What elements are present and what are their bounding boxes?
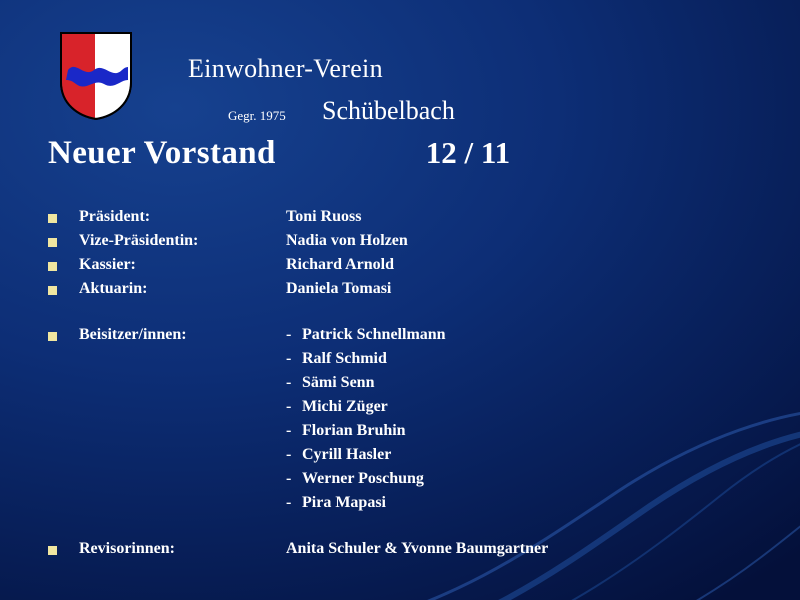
committee-member-name: Florian Bruhin bbox=[302, 422, 406, 439]
square-bullet-icon bbox=[48, 238, 57, 247]
list-item bbox=[48, 398, 768, 422]
auditors-label: Revisorinnen: bbox=[79, 540, 175, 557]
square-bullet-icon bbox=[48, 356, 57, 365]
list-item bbox=[48, 446, 768, 470]
slide-header bbox=[0, 18, 800, 125]
dash-marker: - bbox=[286, 494, 292, 511]
committee-member bbox=[286, 350, 387, 368]
founded-year: Gegr. 1975 bbox=[228, 108, 286, 123]
dash-marker: - bbox=[286, 350, 292, 367]
dash-marker: - bbox=[286, 374, 292, 391]
dash-marker: - bbox=[286, 446, 292, 463]
committee-member-name: Ralf Schmid bbox=[302, 350, 387, 367]
committee-member bbox=[286, 422, 406, 440]
committee-member-name: Werner Poschung bbox=[302, 470, 424, 487]
square-bullet-icon bbox=[48, 452, 57, 461]
role-value: Daniela Tomasi bbox=[286, 280, 392, 297]
committee-label: Beisitzer/innen: bbox=[79, 326, 187, 343]
committee-member bbox=[286, 374, 374, 392]
auditors-value: Anita Schuler & Yvonne Baumgartner bbox=[286, 540, 549, 557]
role-label: Kassier: bbox=[79, 256, 136, 273]
committee-member bbox=[286, 470, 424, 488]
committee-member-name: Sämi Senn bbox=[302, 374, 375, 391]
list-item bbox=[48, 350, 768, 374]
role-value: Nadia von Holzen bbox=[286, 232, 408, 249]
committee-member-name: Patrick Schnellmann bbox=[302, 326, 446, 343]
square-bullet-icon bbox=[48, 476, 57, 485]
square-bullet-icon bbox=[48, 404, 57, 413]
board-list bbox=[48, 208, 768, 564]
square-bullet-icon bbox=[48, 332, 57, 341]
list-item bbox=[48, 422, 768, 446]
dash-marker: - bbox=[286, 470, 292, 487]
list-item bbox=[48, 208, 768, 232]
list-item bbox=[48, 494, 768, 518]
square-bullet-icon bbox=[48, 380, 57, 389]
committee-member-name: Cyrill Hasler bbox=[302, 446, 392, 463]
role-label: Vize-Präsidentin: bbox=[79, 232, 199, 249]
organization-name-line1: Einwohner-Verein bbox=[188, 54, 383, 83]
committee-member-name: Pira Mapasi bbox=[302, 494, 386, 511]
list-item bbox=[48, 280, 768, 304]
dash-marker: - bbox=[286, 326, 292, 343]
spacer bbox=[48, 304, 768, 326]
list-item bbox=[48, 374, 768, 398]
committee-member bbox=[286, 494, 386, 512]
list-item bbox=[48, 326, 768, 350]
dash-marker: - bbox=[286, 422, 292, 439]
list-item bbox=[48, 540, 768, 564]
committee-block bbox=[48, 326, 768, 518]
spacer bbox=[48, 518, 768, 540]
page-title-date: 12 / 11 bbox=[425, 135, 511, 170]
organization-name-line2: Schübelbach bbox=[322, 96, 455, 125]
committee-member bbox=[286, 326, 446, 344]
list-item bbox=[48, 470, 768, 494]
committee-member-name: Michi Züger bbox=[302, 398, 388, 415]
square-bullet-icon bbox=[48, 500, 57, 509]
square-bullet-icon bbox=[48, 262, 57, 271]
committee-member bbox=[286, 398, 388, 416]
committee-member bbox=[286, 446, 391, 464]
square-bullet-icon bbox=[48, 286, 57, 295]
role-value: Toni Ruoss bbox=[286, 208, 362, 225]
page-title-text: Neuer Vorstand bbox=[48, 135, 276, 171]
list-item bbox=[48, 232, 768, 256]
list-item bbox=[48, 256, 768, 280]
dash-marker: - bbox=[286, 398, 292, 415]
page-title bbox=[48, 135, 748, 172]
role-label: Aktuarin: bbox=[79, 280, 148, 297]
coat-of-arms-icon bbox=[58, 30, 134, 122]
square-bullet-icon bbox=[48, 428, 57, 437]
square-bullet-icon bbox=[48, 546, 57, 555]
square-bullet-icon bbox=[48, 214, 57, 223]
role-value: Richard Arnold bbox=[286, 256, 395, 273]
role-label: Präsident: bbox=[79, 208, 151, 225]
